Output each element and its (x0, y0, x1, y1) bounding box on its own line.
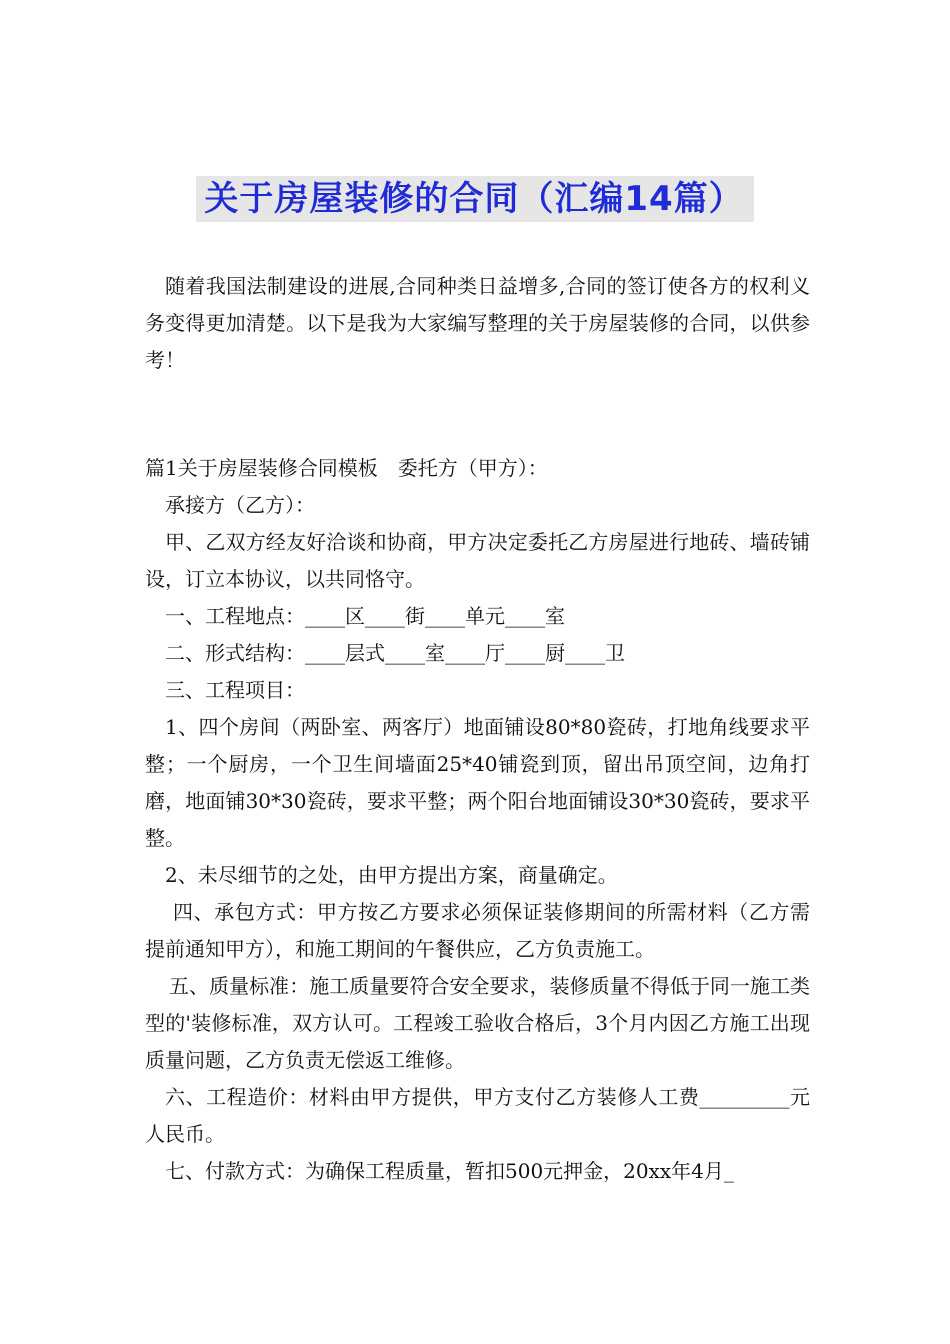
intro-paragraph: 随着我国法制建设的进展,合同种类日益增多,合同的签订使各方的权利义务变得更加清楚。以下是我为大家编写整理的关于房屋装修的合同，以供参考！ (145, 274, 810, 372)
contract-body (145, 450, 810, 1190)
document-title: 关于房屋装修的合同（汇编14篇） (196, 176, 753, 222)
clause-quality: 五、质量标准：施工质量要符合安全要求，装修质量不得低于同一施工类型的'装修标准，双方认可。工程竣工验收合格后，3个月内因乙方施工出现质量问题，乙方负责无偿返工维修。 (145, 974, 810, 1072)
clause-structure: 二、形式结构：____层式____室____厅____厨____卫 (165, 641, 625, 665)
clause-items-heading: 三、工程项目： (165, 678, 305, 702)
section-heading: 篇1关于房屋装修合同模板 委托方（甲方）： (145, 456, 548, 480)
clause-item-1: 1、四个房间（两卧室、两客厅）地面铺设80*80瓷砖，打地角线要求平整；一个厨房，一个卫生间墙面25*40铺瓷到顶，留出吊顶空间，边角打磨，地面铺30*30瓷砖，要求平整；两个阳台地面铺设30*30瓷砖，要求平整。 (145, 715, 810, 850)
clause-cost: 六、工程造价：材料由甲方提供，甲方支付乙方装修人工费_________元人民币。 (145, 1085, 810, 1146)
clause-location: 一、工程地点：____区____街____单元____室 (165, 604, 565, 628)
party-b-line: 承接方（乙方）： (165, 493, 315, 517)
clause-item-2: 2、未尽细节的之处，由甲方提出方案，商量确定。 (165, 863, 618, 887)
intro-block (145, 268, 810, 379)
clause-payment: 七、付款方式：为确保工程质量，暂扣500元押金，20xx年4月_ (165, 1159, 734, 1183)
agreement-paragraph: 甲、乙双方经友好洽谈和协商，甲方决定委托乙方房屋进行地砖、墙砖铺设，订立本协议，以共同恪守。 (145, 530, 810, 591)
clause-contract-method: 四、承包方式：甲方按乙方要求必须保证装修期间的所需材料（乙方需提前通知甲方），和施工期间的午餐供应，乙方负责施工。 (145, 900, 810, 961)
title-block (0, 176, 950, 222)
